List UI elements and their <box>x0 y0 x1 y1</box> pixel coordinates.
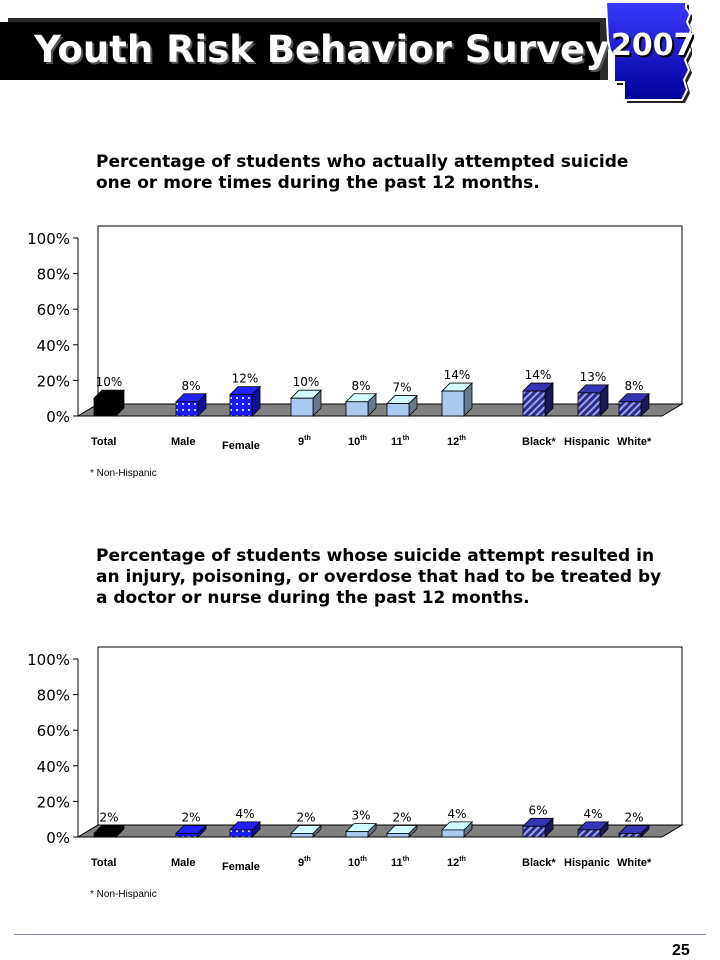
y-tick-label: 40% <box>36 757 70 776</box>
y-tick-label: 20% <box>36 372 70 391</box>
footer-rule <box>14 934 706 935</box>
data-label: 8% <box>624 378 644 393</box>
y-tick-label: 80% <box>36 686 70 705</box>
x-tick-label: 12th <box>447 856 466 869</box>
chart-1-footnote: * Non-Hispanic <box>90 468 157 479</box>
x-tick-label: 9th <box>298 856 311 869</box>
chart-2-title: Percentage of students whose suicide attempt resulted in an injury, poisoning, or overdose that had to be treated by a doctor or nurse during the past 12 months. <box>96 546 662 608</box>
page-number: 25 <box>672 942 690 959</box>
y-tick-label: 40% <box>36 336 70 355</box>
y-tick-label: 20% <box>36 793 70 812</box>
chart-1 <box>0 215 720 465</box>
data-label: 2% <box>624 810 644 825</box>
data-label: 4% <box>447 806 467 821</box>
data-label: 2% <box>181 810 201 825</box>
bar <box>346 394 376 416</box>
bar <box>176 394 206 416</box>
data-label: 6% <box>528 803 548 818</box>
x-tick-label: Black* <box>522 857 556 869</box>
bar <box>523 383 553 416</box>
bar <box>230 387 260 416</box>
x-tick-label: 10th <box>348 856 367 869</box>
y-tick-label: 80% <box>36 265 70 284</box>
data-label: 14% <box>524 368 552 383</box>
x-tick-label: Male <box>171 857 196 869</box>
x-tick-label: Black* <box>522 436 556 448</box>
y-tick-label: 60% <box>36 301 70 320</box>
data-label: 10% <box>95 375 123 390</box>
data-label: 13% <box>579 369 607 384</box>
y-tick-label: 100% <box>27 651 70 669</box>
page-title: Youth Risk Behavior Survey <box>34 28 610 71</box>
bar <box>442 383 472 416</box>
chart-2 <box>0 636 720 886</box>
bar <box>94 390 124 416</box>
x-tick-label: White* <box>617 436 652 448</box>
data-label: 10% <box>292 375 320 390</box>
data-label: 3% <box>351 808 371 823</box>
bar <box>291 390 321 416</box>
data-label: 7% <box>392 380 412 395</box>
x-tick-label: 11th <box>391 856 410 869</box>
x-tick-label: Female <box>222 861 260 873</box>
x-tick-label: Male <box>171 436 196 448</box>
data-label: 14% <box>443 368 471 383</box>
x-tick-label: Total <box>91 857 117 869</box>
x-tick-label: 10th <box>348 435 367 448</box>
data-label: 8% <box>351 378 371 393</box>
year-badge: 2007 <box>611 28 695 63</box>
x-tick-label: 9th <box>298 435 311 448</box>
x-tick-label: Hispanic <box>564 857 610 869</box>
y-tick-label: 0% <box>46 829 70 847</box>
data-label: 2% <box>392 810 412 825</box>
bar <box>619 394 649 416</box>
data-label: 12% <box>231 371 259 386</box>
bar <box>578 385 608 416</box>
chart-1-title: Percentage of students who actually attempted suicide one or more times during the past 12 months. <box>96 152 629 193</box>
y-tick-label: 100% <box>27 230 70 248</box>
x-tick-label: Hispanic <box>564 436 610 448</box>
data-label: 2% <box>296 810 316 825</box>
x-tick-label: Total <box>91 436 117 448</box>
x-tick-label: 12th <box>447 435 466 448</box>
data-label: 8% <box>181 378 201 393</box>
bar <box>387 396 417 416</box>
data-label: 4% <box>583 806 603 821</box>
x-tick-label: 11th <box>391 435 410 448</box>
x-tick-label: White* <box>617 857 652 869</box>
x-tick-label: Female <box>222 440 260 452</box>
y-tick-label: 60% <box>36 722 70 741</box>
chart-2-footnote: * Non-Hispanic <box>90 889 157 900</box>
y-tick-label: 0% <box>46 408 70 426</box>
data-label: 2% <box>99 810 119 825</box>
data-label: 4% <box>235 806 255 821</box>
